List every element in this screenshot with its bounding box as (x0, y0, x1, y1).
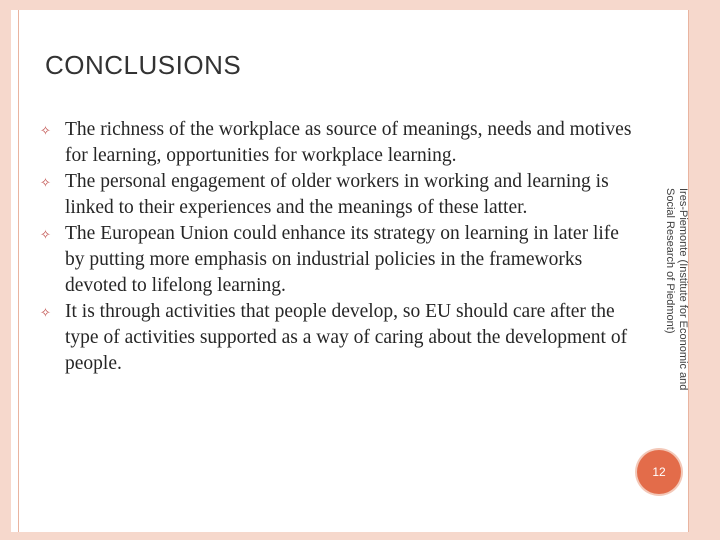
bullet-list (40, 117, 632, 377)
bullet-icon: ✧ (40, 228, 51, 243)
institution-caption: Ires-Piemonte (Institute for Economic and Social Research of Piedmont) (664, 188, 689, 391)
left-divider (18, 10, 19, 532)
bullet-text: It is through activities that people develop, so EU should care after the type of activities supported as a way of caring about the development of people. (65, 301, 628, 374)
bullet-item (40, 299, 632, 377)
bullet-text: The European Union could enhance its strategy on learning in later life by putting more emphasis on industrial policies in the frameworks devoted to lifelong learning. (65, 223, 619, 296)
bullet-icon: ✧ (40, 124, 51, 139)
bullet-text: The richness of the workplace as source of meanings, needs and motives for learning, opportunities for workplace learning. (65, 119, 632, 166)
bullet-item (40, 221, 632, 299)
bullet-item (40, 117, 632, 169)
bullet-icon: ✧ (40, 306, 51, 321)
right-strip (689, 10, 720, 532)
slide-title: CONCLUSIONS (45, 50, 242, 80)
page-number-badge (637, 450, 681, 494)
bullet-text: The personal engagement of older workers in working and learning is linked to their experiences and the meanings of these latter. (65, 171, 609, 218)
bullet-item (40, 169, 632, 221)
page-number: 12 (652, 465, 666, 479)
bullet-icon: ✧ (40, 176, 51, 191)
